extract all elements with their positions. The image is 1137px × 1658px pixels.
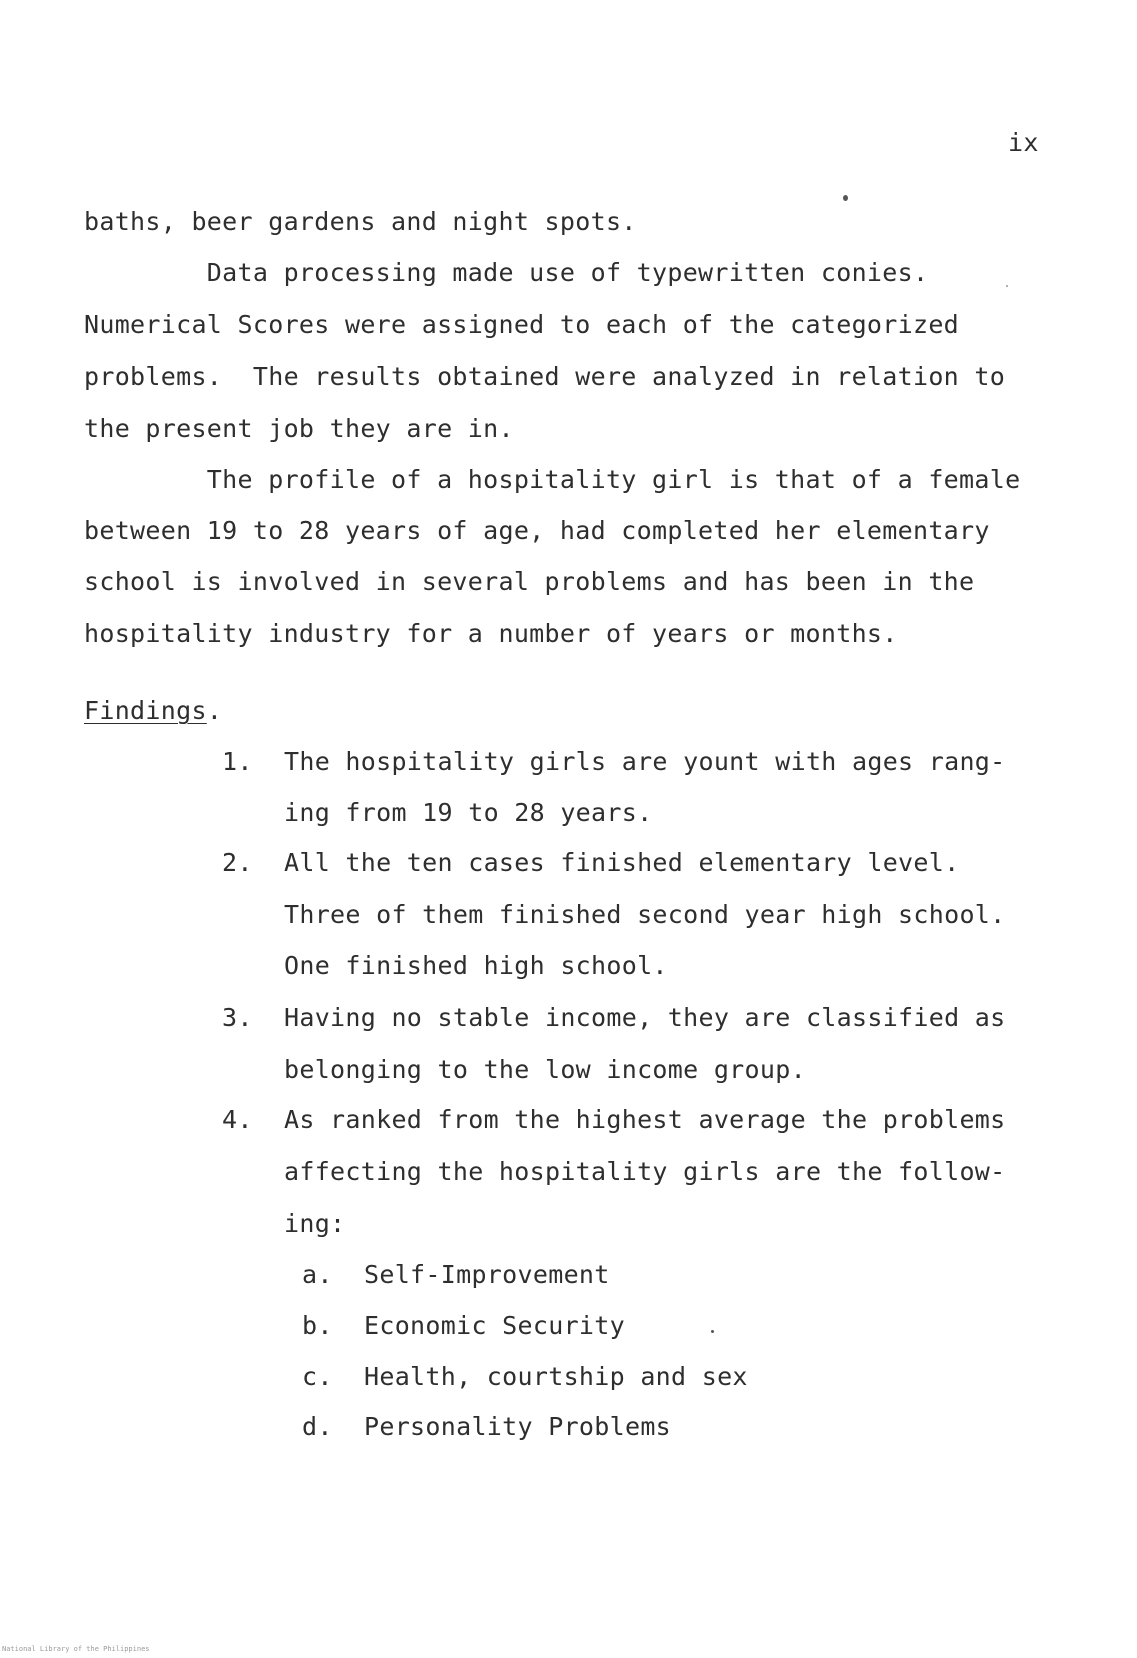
finding-line: Three of them finished second year high school.: [284, 900, 1006, 929]
finding-line: The hospitality girls are yount with ages rang-: [284, 747, 1006, 776]
finding-line: Having no stable income, they are classified as: [284, 1003, 1006, 1032]
finding-number: 1.: [222, 747, 253, 776]
body-line: the present job they are in.: [84, 414, 514, 443]
finding-line: One finished high school.: [284, 951, 668, 980]
problem-label: Health, courtship and sex: [364, 1362, 748, 1391]
body-line: baths, beer gardens and night spots.: [84, 207, 637, 236]
scan-speck: [711, 1330, 714, 1333]
problem-label: Self-Improvement: [364, 1260, 610, 1289]
findings-heading-suffix: .: [206, 696, 223, 725]
body-line: hospitality industry for a number of years or months.: [84, 619, 898, 648]
scan-speck: [1006, 285, 1008, 287]
body-line: problems. The results obtained were analyzed in relation to: [84, 362, 1006, 391]
finding-number: 2.: [222, 848, 253, 877]
finding-line: ing from 19 to 28 years.: [284, 798, 653, 827]
problem-letter: d.: [302, 1412, 333, 1441]
scan-speck: [843, 195, 848, 201]
body-line: between 19 to 28 years of age, had completed her elementary: [84, 516, 990, 545]
finding-line: affecting the hospitality girls are the follow-: [284, 1157, 1006, 1186]
body-line: The profile of a hospitality girl is that of a female: [84, 465, 1021, 494]
finding-line: belonging to the low income group.: [284, 1055, 806, 1084]
body-line: Numerical Scores were assigned to each of the categorized: [84, 310, 960, 339]
body-line: school is involved in several problems and has been in the: [84, 567, 975, 596]
body-line: Data processing made use of typewritten conies.: [84, 258, 929, 287]
problem-letter: a.: [302, 1260, 333, 1289]
findings-heading-text: Findings: [84, 696, 207, 725]
problem-label: Personality Problems: [364, 1412, 672, 1441]
finding-line: All the ten cases finished elementary level.: [284, 848, 960, 877]
finding-number: 4.: [222, 1105, 253, 1134]
finding-line: As ranked from the highest average the problems: [284, 1105, 1006, 1134]
finding-number: 3.: [222, 1003, 253, 1032]
findings-heading: [84, 696, 222, 726]
page-number: ix: [1008, 128, 1039, 157]
problem-label: Economic Security: [364, 1311, 625, 1340]
problem-letter: b.: [302, 1311, 333, 1340]
finding-line: ing:: [284, 1209, 346, 1238]
problem-letter: c.: [302, 1362, 333, 1391]
scan-footer: National Library of the Philippines: [2, 1645, 150, 1653]
